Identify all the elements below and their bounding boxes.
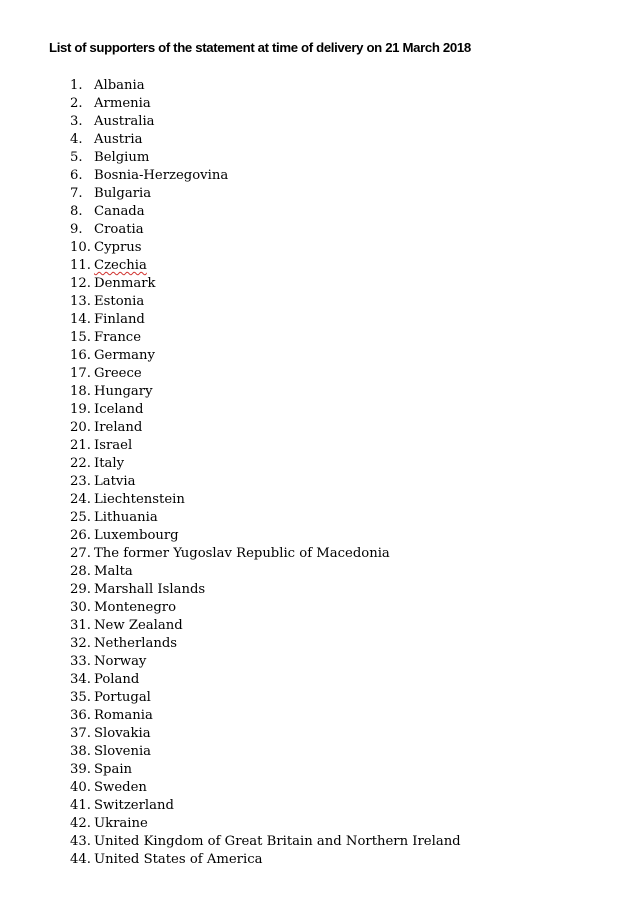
list-item-number: 44. xyxy=(70,852,91,867)
list-item-label: Germany xyxy=(94,348,155,363)
document-title: List of supporters of the statement at time of delivery on 21 March 2018 xyxy=(49,40,471,55)
list-item-label: Lithuania xyxy=(94,510,158,525)
list-item-number: 36. xyxy=(70,708,91,723)
list-item-label: Cyprus xyxy=(94,240,142,255)
list-item-label: United States of America xyxy=(94,852,263,867)
list-item-number: 23. xyxy=(70,474,91,489)
list-item-number: 2. xyxy=(70,96,83,111)
list-item-label: Latvia xyxy=(94,474,136,489)
list-item-label: Austria xyxy=(94,132,143,147)
list-item-label: Croatia xyxy=(94,222,144,237)
list-item-number: 25. xyxy=(70,510,91,525)
list-item-number: 31. xyxy=(70,618,91,633)
list-item-label: Switzerland xyxy=(94,798,174,813)
list-item-number: 34. xyxy=(70,672,91,687)
list-item-label: Australia xyxy=(94,114,155,129)
list-item-label: Liechtenstein xyxy=(94,492,185,507)
list-item-number: 26. xyxy=(70,528,91,543)
list-item-label: Ukraine xyxy=(94,816,148,831)
list-item-number: 30. xyxy=(70,600,91,615)
list-item-label: Iceland xyxy=(94,402,144,417)
list-item-label: Denmark xyxy=(94,276,156,291)
list-item-number: 24. xyxy=(70,492,91,507)
list-item-number: 18. xyxy=(70,384,91,399)
list-item-number: 15. xyxy=(70,330,91,345)
list-item-label: Luxembourg xyxy=(94,528,179,543)
list-item-number: 22. xyxy=(70,456,91,471)
list-item-label: Bulgaria xyxy=(94,186,152,201)
list-item-number: 8. xyxy=(70,204,83,219)
list-item-label: Portugal xyxy=(94,690,151,705)
list-item-label: United Kingdom of Great Britain and Northern Ireland xyxy=(94,834,461,849)
list-item-number: 43. xyxy=(70,834,91,849)
list-item-number: 35. xyxy=(70,690,91,705)
list-item-number: 6. xyxy=(70,168,83,183)
list-item-number: 21. xyxy=(70,438,91,453)
list-item-number: 42. xyxy=(70,816,91,831)
list-item-number: 32. xyxy=(70,636,91,651)
list-item-number: 39. xyxy=(70,762,91,777)
list-item-number: 4. xyxy=(70,132,83,147)
list-item-label: Finland xyxy=(94,312,145,327)
list-item-number: 27. xyxy=(70,546,91,561)
list-item-label: New Zealand xyxy=(94,618,183,633)
list-item-label: Greece xyxy=(94,366,142,381)
list-item-label: Italy xyxy=(94,456,125,471)
list-item-label: The former Yugoslav Republic of Macedonia xyxy=(94,546,390,561)
list-item-number: 9. xyxy=(70,222,83,237)
list-item-number: 10. xyxy=(70,240,91,255)
list-item-number: 41. xyxy=(70,798,91,813)
list-item-label: Netherlands xyxy=(94,636,178,651)
list-item-number: 13. xyxy=(70,294,91,309)
list-item-label: Ireland xyxy=(94,420,143,435)
list-item-number: 29. xyxy=(70,582,91,597)
list-item-label: Slovenia xyxy=(94,744,152,759)
list-item-label: Spain xyxy=(94,762,133,777)
list-item-number: 19. xyxy=(70,402,91,417)
list-item-label: France xyxy=(94,330,141,345)
list-item-number: 1. xyxy=(70,78,83,93)
list-item-label: Romania xyxy=(94,708,153,723)
list-item-label: Estonia xyxy=(94,294,145,309)
list-item-number: 17. xyxy=(70,366,91,381)
list-item-number: 38. xyxy=(70,744,91,759)
list-item-label: Hungary xyxy=(94,384,153,399)
list-item-number: 5. xyxy=(70,150,83,165)
list-item-label: Marshall Islands xyxy=(94,582,206,597)
list-item-label: Bosnia-Herzegovina xyxy=(94,168,229,183)
list-item-label: Slovakia xyxy=(94,726,151,741)
list-item-label: Belgium xyxy=(94,150,150,165)
list-item-number: 7. xyxy=(70,186,83,201)
list-item-number: 14. xyxy=(70,312,91,327)
list-item-label: Czechia xyxy=(94,258,147,273)
list-item-number: 12. xyxy=(70,276,91,291)
list-item-number: 3. xyxy=(70,114,83,129)
list-item-label: Malta xyxy=(94,564,133,579)
list-item-label: Canada xyxy=(94,204,145,219)
list-item-number: 40. xyxy=(70,780,91,795)
list-item-number: 33. xyxy=(70,654,91,669)
list-item-label: Armenia xyxy=(94,96,151,111)
list-item-label: Poland xyxy=(94,672,140,687)
list-item-number: 37. xyxy=(70,726,91,741)
list-item-label: Israel xyxy=(94,438,133,453)
list-item-label: Montenegro xyxy=(94,600,177,615)
list-item-number: 20. xyxy=(70,420,91,435)
list-item-number: 28. xyxy=(70,564,91,579)
list-item-label: Sweden xyxy=(94,780,147,795)
list-item-number: 11. xyxy=(70,258,91,273)
list-item-number: 16. xyxy=(70,348,91,363)
list-item-label: Norway xyxy=(94,654,147,669)
list-item-label: Albania xyxy=(94,78,145,93)
